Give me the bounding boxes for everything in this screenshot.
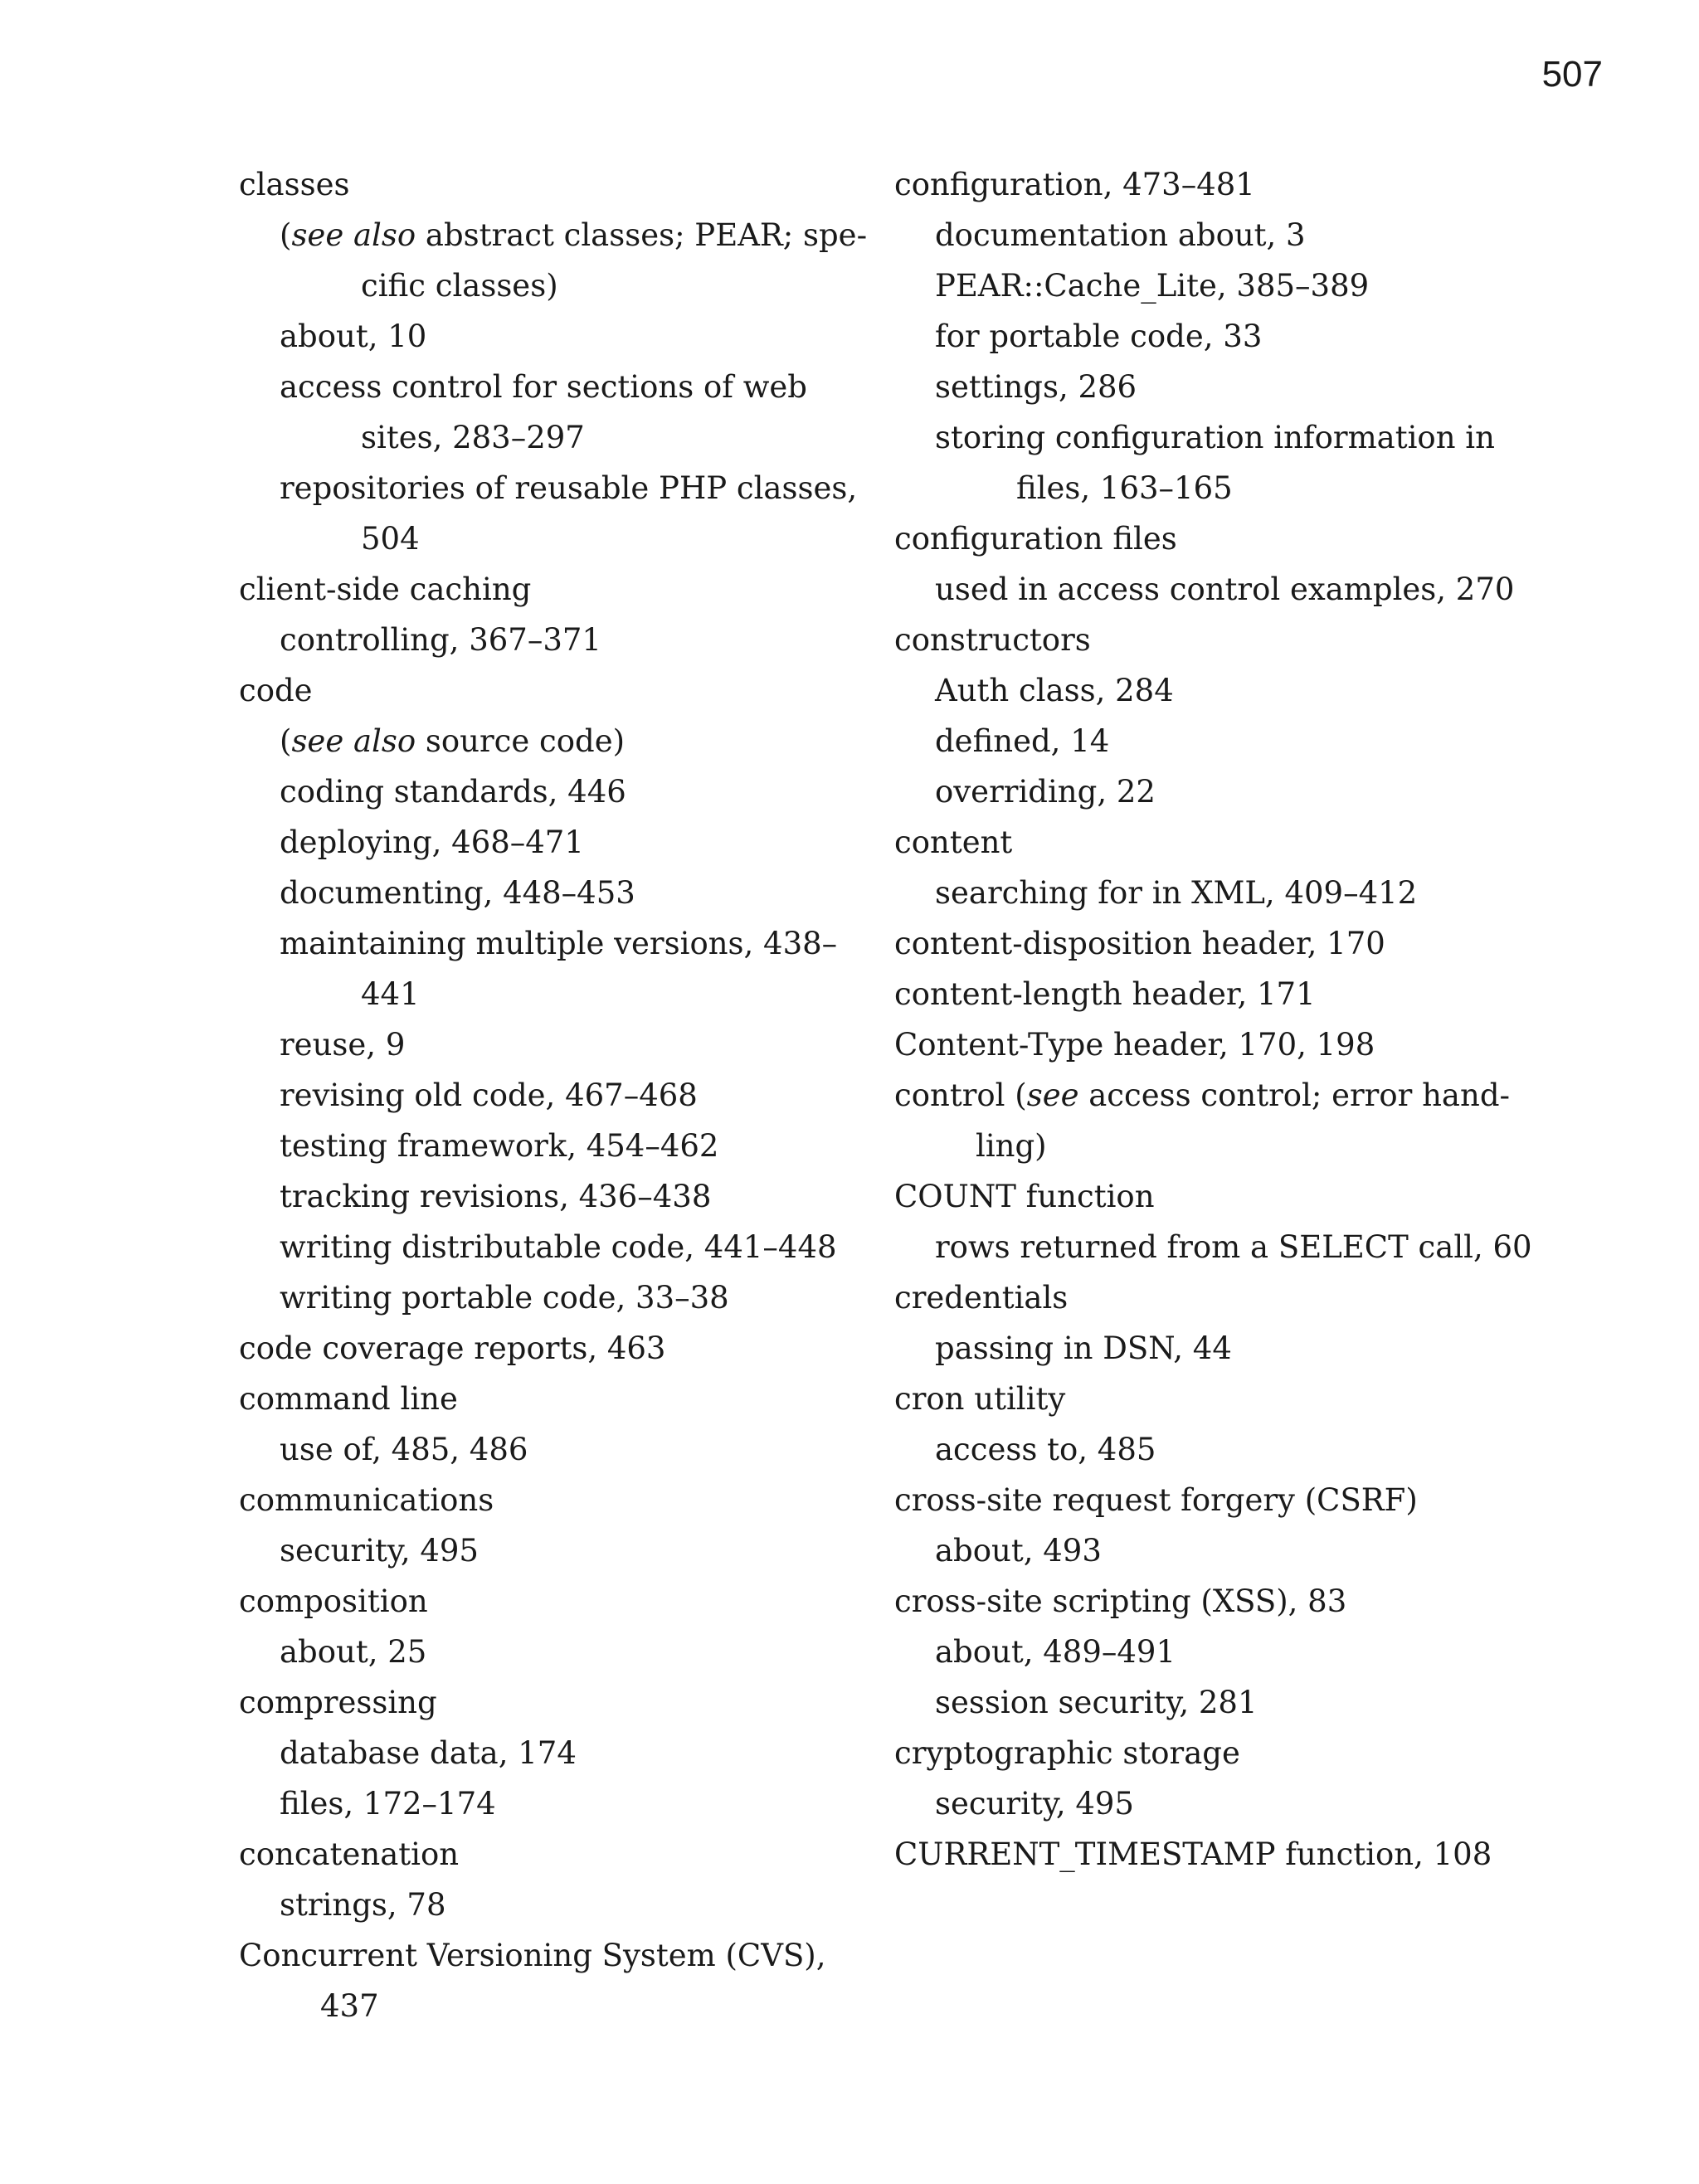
entry-text: about, 25 [280, 1634, 427, 1670]
index-entry [239, 1475, 853, 1525]
index-subentry [894, 1677, 1508, 1728]
index-subentry [239, 1272, 853, 1323]
entry-text: code [239, 673, 313, 708]
index-subentry [894, 665, 1508, 716]
entry-text: session security, 281 [935, 1685, 1258, 1720]
index-subentry [239, 1070, 853, 1121]
entry-text: PEAR::Cache_Lite, 385–389 [935, 268, 1370, 304]
entry-text: testing framework, 454–462 [280, 1128, 719, 1164]
entry-text: configuration, 473–481 [894, 167, 1255, 202]
index-subentry [894, 868, 1508, 918]
entry-text: 504 [361, 521, 420, 557]
index-subentry [894, 412, 1508, 463]
entry-text: content-disposition header, 170 [894, 926, 1385, 961]
index-subentry [894, 716, 1508, 766]
index-entry [894, 1171, 1508, 1222]
entry-text: maintaining multiple versions, 438– [280, 926, 838, 961]
index-subentry [894, 766, 1508, 817]
index-subentry [239, 969, 853, 1019]
index-entry [239, 665, 853, 716]
entry-text: security, 495 [935, 1786, 1134, 1822]
index-subentry [239, 362, 853, 412]
index-entry [894, 817, 1508, 868]
entry-text: documentation about, 3 [935, 217, 1306, 253]
entry-text: cross-site request forgery (CSRF) [894, 1482, 1418, 1518]
entry-text: about, 10 [280, 319, 427, 354]
index-subentry [239, 1171, 853, 1222]
entry-text: writing distributable code, 441–448 [280, 1229, 837, 1265]
index-entry [894, 159, 1508, 210]
entry-text: cific classes) [361, 268, 558, 304]
entry-text: 441 [361, 976, 420, 1012]
index-subentry [894, 1424, 1508, 1475]
index-entry [239, 1323, 853, 1374]
index-subentry [239, 918, 853, 969]
entry-text: abstract classes; PEAR; spe- [416, 217, 868, 253]
entry-text: use of, 485, 486 [280, 1432, 528, 1467]
index-subentry [894, 210, 1508, 260]
entry-text: classes [239, 167, 350, 202]
entry-text: repositories of reusable PHP classes, [280, 470, 858, 506]
index-subentry [894, 311, 1508, 362]
index-subentry [894, 1323, 1508, 1374]
index-subentry [239, 1778, 853, 1829]
index-subentry [894, 564, 1515, 615]
index-subentry [239, 1121, 853, 1171]
cross-reference-term: see [1026, 1077, 1079, 1113]
entry-text: Concurrent Versioning System (CVS), [239, 1938, 826, 1973]
entry-text: documenting, 448–453 [280, 875, 635, 911]
index-subentry [239, 412, 853, 463]
index-subentry [894, 260, 1508, 311]
page-number: 507 [1541, 54, 1603, 95]
entry-text: about, 489–491 [935, 1634, 1176, 1670]
entry-text: strings, 78 [280, 1887, 446, 1923]
index-subentry [894, 1121, 1508, 1171]
index-subentry [894, 463, 1508, 513]
entry-text: files, 163–165 [1016, 470, 1233, 506]
index-entry [239, 564, 853, 615]
index-subentry [894, 362, 1508, 412]
entry-text: database data, 174 [280, 1735, 577, 1771]
entry-text: writing portable code, 33–38 [280, 1280, 729, 1316]
index-entry [894, 1829, 1508, 1880]
index-entry [894, 615, 1508, 665]
index-subentry [239, 868, 853, 918]
index-entry [894, 918, 1508, 969]
index-column-right [894, 159, 1532, 1880]
index-subentry [894, 1525, 1508, 1576]
entry-text: composition [239, 1583, 428, 1619]
index-subentry [239, 1019, 853, 1070]
index-entry [894, 1019, 1508, 1070]
index-entry [894, 1576, 1508, 1627]
entry-text: coding standards, 446 [280, 774, 626, 810]
entry-prefix: control ( [894, 1077, 1027, 1113]
entry-text: revising old code, 467–468 [280, 1077, 698, 1113]
entry-text: defined, 14 [935, 723, 1110, 759]
index-entry [239, 1374, 853, 1424]
index-subentry [239, 1222, 853, 1272]
entry-text: controlling, 367–371 [280, 622, 601, 658]
entry-text: storing configuration information in [935, 420, 1495, 455]
index-entry [894, 1374, 1508, 1424]
index-entry [894, 1272, 1508, 1323]
index-subentry [239, 1981, 853, 2031]
entry-text: used in access control examples, 270 [935, 572, 1515, 607]
entry-prefix: ( [280, 723, 292, 759]
entry-text: communications [239, 1482, 494, 1518]
index-entry [239, 159, 853, 210]
index-subentry [894, 1778, 1508, 1829]
index-entry [894, 969, 1508, 1019]
entry-text: rows returned from a SELECT call, 60 [935, 1229, 1532, 1265]
entry-text: reuse, 9 [280, 1027, 406, 1063]
entry-text: access control for sections of web [280, 369, 807, 405]
index-subentry [239, 1525, 853, 1576]
index-entry [239, 1576, 853, 1627]
index-subentry [239, 766, 853, 817]
entry-text: COUNT function [894, 1179, 1155, 1214]
index-subentry [239, 1627, 853, 1677]
cross-reference-term: see also [291, 217, 416, 253]
entry-text: ling) [976, 1128, 1047, 1164]
entry-text: files, 172–174 [280, 1786, 496, 1822]
entry-text: client-side caching [239, 572, 532, 607]
entry-text: CURRENT_TIMESTAMP function, 108 [894, 1836, 1492, 1872]
entry-text: Auth class, 284 [935, 673, 1174, 708]
entry-text: passing in DSN, 44 [935, 1330, 1232, 1366]
index-subentry [894, 1222, 1532, 1272]
entry-text: source code) [416, 723, 626, 759]
entry-text: compressing [239, 1685, 437, 1720]
entry-text: security, 495 [280, 1533, 479, 1569]
index-entry [239, 1677, 853, 1728]
entry-text: overriding, 22 [935, 774, 1156, 810]
entry-text: 437 [320, 1988, 379, 2024]
entry-text: settings, 286 [935, 369, 1137, 405]
entry-text: searching for in XML, 409–412 [935, 875, 1418, 911]
index-subentry [239, 1424, 853, 1475]
entry-text: cross-site scripting (XSS), 83 [894, 1583, 1347, 1619]
entry-text: access control; error hand- [1078, 1077, 1511, 1113]
entry-text: concatenation [239, 1836, 460, 1872]
index-column-left [239, 159, 868, 2031]
index-subentry [239, 1728, 853, 1778]
index-entry [894, 1475, 1508, 1525]
entry-prefix: ( [280, 217, 292, 253]
index-subentry [894, 1627, 1508, 1677]
entry-text: content [894, 824, 1013, 860]
entry-text: content-length header, 171 [894, 976, 1316, 1012]
index-subentry [239, 210, 868, 260]
entry-text: cron utility [894, 1381, 1066, 1417]
index-subentry [239, 1880, 853, 1930]
index-subentry [239, 311, 853, 362]
index-entry [894, 1728, 1508, 1778]
entry-text: tracking revisions, 436–438 [280, 1179, 712, 1214]
entry-text: configuration files [894, 521, 1177, 557]
index-subentry [239, 260, 853, 311]
index-entry [239, 1930, 853, 1981]
entry-text: code coverage reports, 463 [239, 1330, 666, 1366]
entry-text: deploying, 468–471 [280, 824, 584, 860]
entry-text: Content-Type header, 170, 198 [894, 1027, 1375, 1063]
index-subentry [239, 513, 853, 564]
index-subentry [239, 716, 853, 766]
entry-text: access to, 485 [935, 1432, 1156, 1467]
entry-text: command line [239, 1381, 458, 1417]
index-entry [894, 1070, 1511, 1121]
index-entry [894, 513, 1508, 564]
entry-text: about, 493 [935, 1533, 1102, 1569]
cross-reference-term: see also [291, 723, 416, 759]
entry-text: constructors [894, 622, 1091, 658]
entry-text: cryptographic storage [894, 1735, 1240, 1771]
index-entry [239, 1829, 853, 1880]
entry-text: for portable code, 33 [935, 319, 1263, 354]
index-subentry [239, 463, 858, 513]
entry-text: sites, 283–297 [361, 420, 585, 455]
index-subentry [239, 615, 853, 665]
index-subentry [239, 817, 853, 868]
entry-text: credentials [894, 1280, 1069, 1316]
